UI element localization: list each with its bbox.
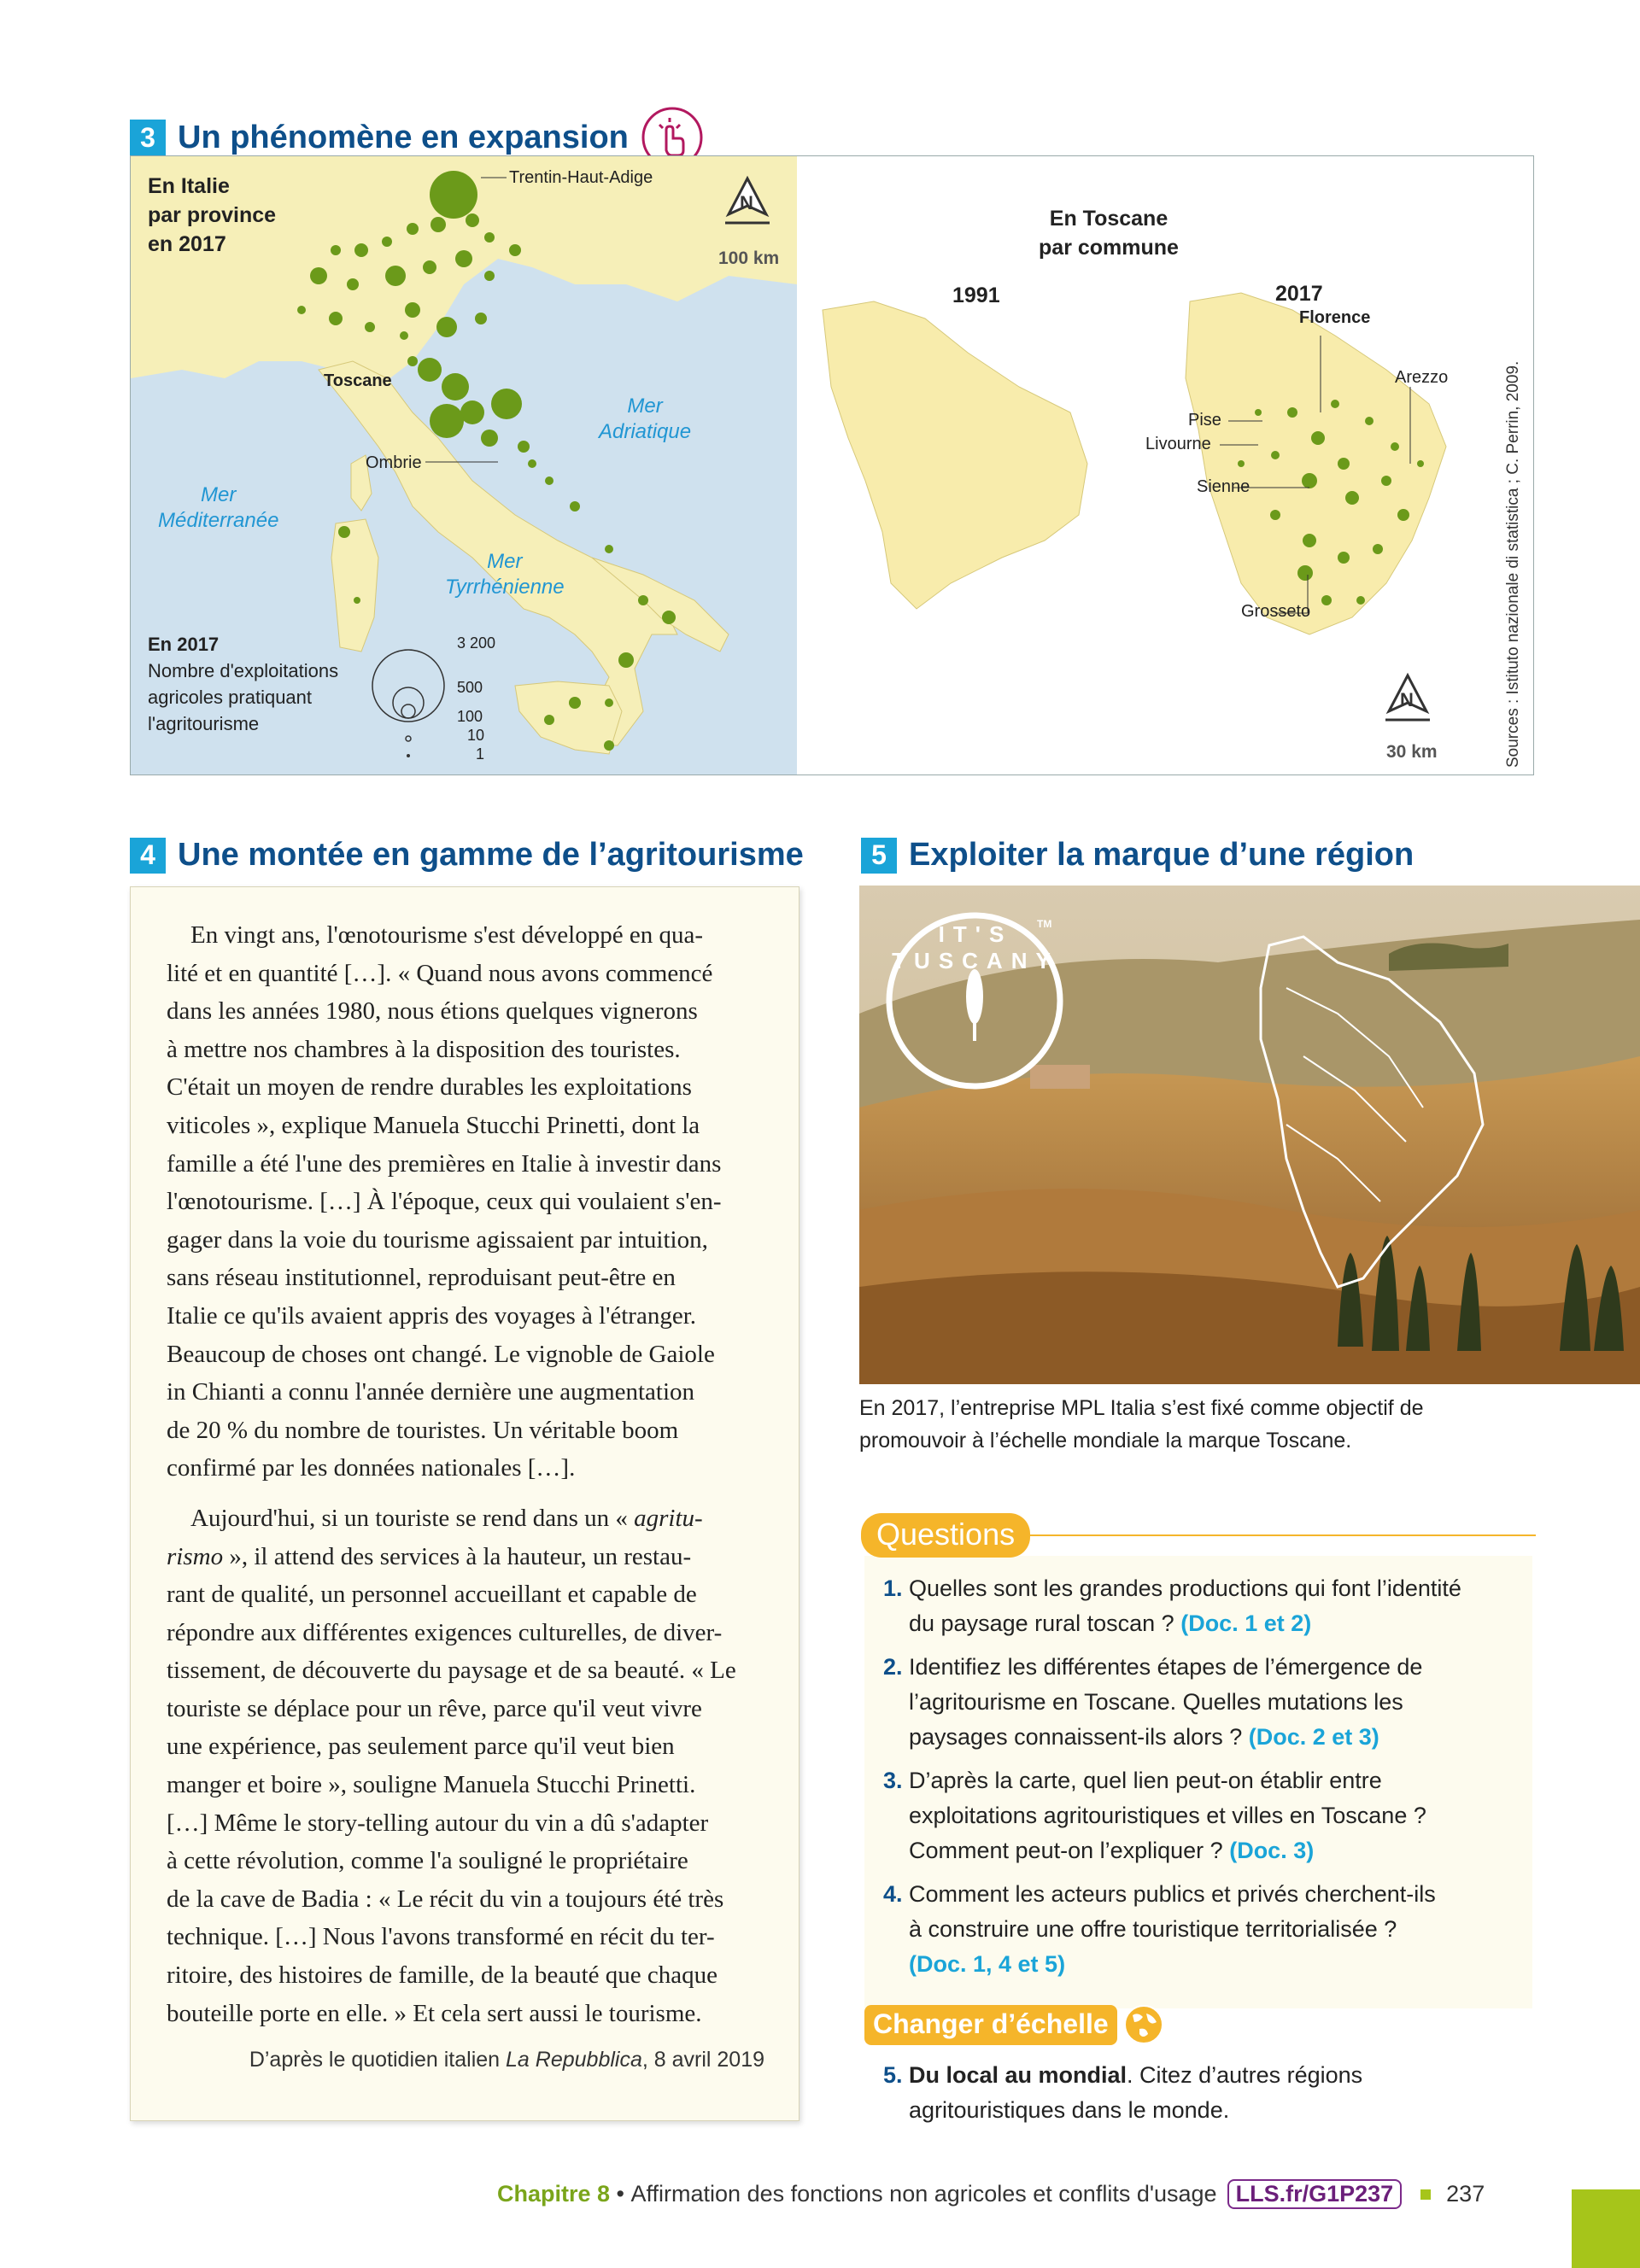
legend-value: 500 <box>457 679 483 696</box>
footer-chapter: Chapitre 8 <box>497 2181 611 2207</box>
city-pise: Pise <box>1188 411 1221 430</box>
question-item <box>883 1877 1532 1982</box>
tuscany-map-title <box>1023 204 1194 262</box>
italy-map-title <box>148 172 276 259</box>
question-line <box>909 1606 1461 1641</box>
source-text: D’après le quotidien italien <box>249 2048 507 2072</box>
globe-icon <box>1122 2003 1165 2046</box>
italic-text: rismo <box>167 1542 224 1570</box>
question-number: 3. <box>883 1768 903 1793</box>
doc-reference: (Doc. 2 et 3) <box>1248 1724 1379 1750</box>
questions-list <box>883 1571 1532 1990</box>
footer-marker <box>1420 2189 1431 2200</box>
text-run: . Citez d’autres régions <box>1127 2062 1363 2088</box>
question-line: exploitations agritouristiques et villes en Toscane ? <box>909 1803 1426 1828</box>
text-line: lité et en quantité […]. « Quand nous avons commencé <box>167 959 713 987</box>
paragraph-1 <box>167 916 764 1488</box>
city-arezzo: Arezzo <box>1395 368 1449 387</box>
text-line: de 20 % du nombre de touristes. Un véritable boom <box>167 1416 679 1444</box>
question-number: 2. <box>883 1654 903 1680</box>
italic-text: agritu- <box>634 1504 703 1532</box>
legend-line: Nombre d'exploitations <box>148 660 339 681</box>
tuscany-title-line: En Toscane <box>1049 207 1168 231</box>
text-run: Aujourd'hui, si un touriste se rend dans un « <box>190 1504 635 1532</box>
sea-line: Tyrrhénienne <box>445 576 565 599</box>
question-line <box>909 1833 1426 1868</box>
map-figure <box>130 155 1534 775</box>
text-line: à cette révolution, comme l'a souligné le propriétaire <box>167 1847 688 1875</box>
legend-value: 100 <box>457 708 483 725</box>
text-line: ritoire, des histoires de famille, de la beauté que chaque <box>167 1961 718 1990</box>
text-run: du paysage rural toscan ? <box>909 1610 1181 1636</box>
section-number: 3 <box>130 120 166 155</box>
question-line: à construire une offre touristique territorialisée ? <box>909 1916 1397 1942</box>
question-line: l’agritourisme en Toscane. Quelles mutations les <box>909 1689 1403 1715</box>
caption-line: promouvoir à l’échelle mondiale la marque Toscane. <box>859 1429 1352 1453</box>
doc-reference: (Doc. 1, 4 et 5) <box>909 1951 1066 1977</box>
text-run: Comment peut-on l’expliquer ? <box>909 1838 1230 1863</box>
questions-header <box>861 1513 1536 1558</box>
sea-line: Mer <box>627 395 663 418</box>
text-line: Beaucoup de choses ont changé. Le vignoble de Gaiole <box>167 1340 715 1368</box>
question-item <box>883 1763 1532 1868</box>
sea-line: Méditerranée <box>158 509 279 532</box>
page-tab <box>1572 2189 1640 2268</box>
text-line: bouteille porte en elle. » Et cela sert aussi le tourisme. <box>167 1999 702 2027</box>
north-label: N <box>1400 689 1414 710</box>
city-sienne: Sienne <box>1197 477 1250 496</box>
text-run: paysages connaissent-ils alors ? <box>909 1724 1249 1750</box>
question-text <box>909 1877 1436 1982</box>
text-line: à mettre nos chambres à la disposition des touristes. <box>167 1035 681 1063</box>
question-number: 4. <box>883 1881 903 1907</box>
paragraph-2 <box>167 1499 764 2032</box>
section-title: Exploiter la marque d’une région <box>909 837 1414 873</box>
question-line: Quelles sont les grandes productions qui font l’identité <box>909 1575 1461 1601</box>
scale-label: 100 km <box>718 248 780 268</box>
sea-line: Adriatique <box>599 420 692 443</box>
article-body <box>167 916 764 2072</box>
text-line: Italie ce qu'ils avaient appris des voyages à l'étranger. <box>167 1301 697 1330</box>
question-line: D’après la carte, quel lien peut-on établir entre <box>909 1768 1382 1793</box>
question-line: agritouristiques dans le monde. <box>909 2097 1230 2123</box>
brand-logo-tm: TM <box>1037 918 1052 930</box>
text-run: », il attend des services à la hauteur, un restau- <box>223 1542 692 1570</box>
sources-note: Sources : Istituto nazionale di statistica ; C. Perrin, 2009. <box>1504 360 1522 768</box>
text-line <box>167 1538 764 1576</box>
label-ombrie: Ombrie <box>366 453 422 472</box>
text-line: sans réseau institutionnel, reproduisant peut-être en <box>167 1264 676 1292</box>
legend-value: 10 <box>467 727 485 744</box>
sea-line: Mer <box>201 483 237 506</box>
year-1991: 1991 <box>952 284 1000 307</box>
section-number: 4 <box>130 838 166 874</box>
questions-rule <box>1030 1534 1536 1536</box>
change-scale-heading: Changer d’échelle <box>864 2005 1117 2045</box>
text-line: tissement, de découverte du paysage et de sa beauté. « Le <box>167 1657 736 1685</box>
text-line: répondre aux différentes exigences culturelles, de diver- <box>167 1618 723 1646</box>
text-line: rant de qualité, un personnel accueillant et capable de <box>167 1581 697 1609</box>
label-trentin: Trentin-Haut-Adige <box>509 168 653 187</box>
scale-label: 30 km <box>1386 742 1438 762</box>
text-line: confirmé par les données nationales […]. <box>167 1454 576 1482</box>
sea-line: Mer <box>487 550 523 573</box>
change-scale-header <box>864 2003 1165 2046</box>
legend-line: agricoles pratiquant <box>148 687 313 708</box>
legend-value: 1 <box>476 745 485 763</box>
sea-mediterranee <box>158 482 278 534</box>
question-number: 1. <box>883 1575 903 1601</box>
question-item <box>883 2058 1532 2128</box>
legend-text <box>148 631 338 737</box>
question-text <box>909 1763 1426 1868</box>
tuscany-title-line: par commune <box>1039 236 1179 260</box>
question-item <box>883 1650 1532 1755</box>
doc-reference: (Doc. 1 et 2) <box>1180 1610 1312 1636</box>
text-line: famille a été l'une des premières en Italie à investir dans <box>167 1149 722 1178</box>
label-toscane: Toscane <box>324 371 392 390</box>
tuscany-photo <box>859 886 1640 1384</box>
sea-adriatique <box>599 394 691 445</box>
sea-tyrrhenienne <box>445 549 565 600</box>
section-title: Un phénomène en expansion <box>178 119 629 155</box>
photo-caption <box>859 1392 1543 1457</box>
footer-link[interactable]: LLS.fr/G1P237 <box>1227 2179 1403 2209</box>
city-livourne: Livourne <box>1145 435 1211 453</box>
italy-title-line: par province <box>148 203 277 227</box>
text-line: l'œnotourisme. […] À l'époque, ceux qui voulaient s'en- <box>167 1188 722 1216</box>
text-line: gager dans la voie du tourisme agissaient par intuition, <box>167 1225 708 1254</box>
footer-separator: • <box>610 2181 631 2207</box>
city-grosseto: Grosseto <box>1241 602 1311 621</box>
question-item <box>883 1571 1532 1641</box>
text-line: C'était un moyen de rendre durables les exploitations <box>167 1073 692 1102</box>
tuscany-map-panel <box>797 156 1533 775</box>
questions-heading: Questions <box>861 1513 1030 1558</box>
bold-text: Du local au mondial <box>909 2062 1128 2088</box>
city-florence: Florence <box>1299 308 1371 327</box>
italy-map-panel <box>131 156 797 775</box>
question-line: Identifiez les différentes étapes de l’émergence de <box>909 1654 1423 1680</box>
text-line: de la cave de Badia : « Le récit du vin a toujours été très <box>167 1885 724 1913</box>
legend-line: l'agritourisme <box>148 713 260 734</box>
question-text <box>909 2058 1362 2128</box>
caption-line: En 2017, l’entreprise MPL Italia s’est fixé comme objectif de <box>859 1396 1424 1420</box>
question-number: 5. <box>883 2062 903 2088</box>
question-line <box>909 1720 1422 1755</box>
text-line: une expérience, pas seulement parce qu'il veut bien <box>167 1733 675 1761</box>
source-text: , 8 avril 2019 <box>641 2048 764 2072</box>
page-footer <box>497 2179 1485 2209</box>
section-4-header <box>130 837 804 874</box>
page-number: 237 <box>1446 2181 1485 2207</box>
text-line: […] Même le story-telling autour du vin a dû s'adapter <box>167 1809 709 1837</box>
question-text <box>909 1650 1422 1755</box>
text-line: manger et boire », souligne Manuela Stucchi Prinetti. <box>167 1771 696 1799</box>
text-line: dans les années 1980, nous étions quelques vignerons <box>167 997 698 1026</box>
text-line: touriste se déplace pour un rêve, parce qu'il veut vivre <box>167 1694 702 1722</box>
text-line: En vingt ans, l'œnotourisme s'est développé en qua- <box>190 921 703 949</box>
section-5-header <box>861 837 1414 874</box>
brand-logo-text: IT'S TUSCANY <box>892 921 1059 973</box>
text-line <box>167 1499 764 1538</box>
question-line: Comment les acteurs publics et privés cherchent-ils <box>909 1881 1436 1907</box>
source-title: La Repubblica <box>506 2048 642 2072</box>
footer-chapter-title: Affirmation des fonctions non agricoles et conflits d'usage <box>630 2181 1217 2207</box>
legend-title: En 2017 <box>148 634 220 655</box>
text-line: viticoles », explique Manuela Stucchi Prinetti, dont la <box>167 1111 700 1139</box>
question-text <box>909 1571 1461 1641</box>
north-label: N <box>740 192 753 213</box>
doc-reference: (Doc. 3) <box>1229 1838 1315 1863</box>
year-2017: 2017 <box>1275 282 1323 306</box>
section-number: 5 <box>861 838 897 874</box>
section-title: Une montée en gamme de l’agritourisme <box>178 837 804 873</box>
article-box <box>130 886 800 2121</box>
italy-title-line: En Italie <box>148 174 230 198</box>
article-source <box>167 2048 764 2072</box>
text-line: technique. […] Nous l'avons transformé en récit du ter- <box>167 1923 715 1951</box>
question-line <box>909 2058 1362 2093</box>
legend-value: 3 200 <box>457 634 496 652</box>
italy-title-line: en 2017 <box>148 232 226 256</box>
text-line: in Chianti a connu l'année dernière une augmentation <box>167 1378 695 1406</box>
change-scale-question <box>883 2058 1532 2136</box>
